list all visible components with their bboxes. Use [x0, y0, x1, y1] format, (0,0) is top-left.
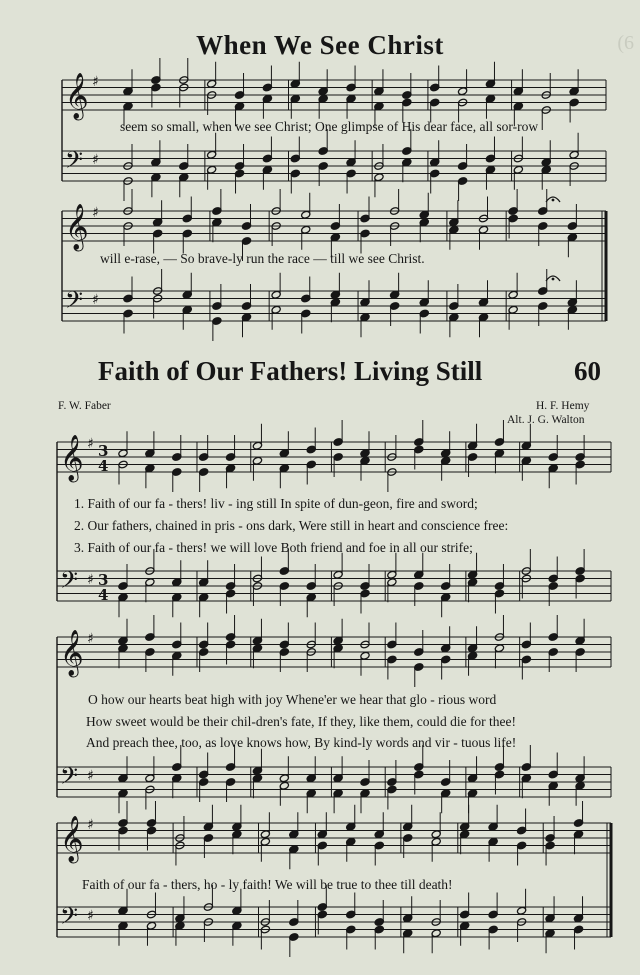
bass-clef-icon: 𝄢 — [60, 566, 79, 599]
key-signature-sharp-icon: ♯ — [87, 436, 94, 452]
lyric-verse-2: 2. Our fathers, chained in pris - ons dark, Were still in heart and conscience free: — [74, 518, 509, 533]
music-credit: H. F. Hemy — [536, 400, 590, 412]
bass-clef-icon: 𝄢 — [65, 286, 84, 319]
time-signature-bottom: 4 — [98, 457, 109, 475]
lyric-verse-3: And preach thee, too, as love knows how, By kind-ly words and vir - tuous life! — [86, 735, 517, 750]
key-signature-sharp-icon: ♯ — [92, 152, 99, 168]
lyric-verse-1: 1. Faith of our fa - thers! liv - ing still In spite of dun-geon, fire and sword; — [74, 496, 478, 511]
hymn-title-when-we-see-christ: When We See Christ — [196, 30, 444, 60]
bass-clef-icon: 𝄢 — [60, 762, 79, 795]
lyric-refrain: Faith of our fa - thers, ho - ly faith! We will be true to thee till death! — [82, 877, 453, 892]
key-signature-sharp-icon: ♯ — [87, 631, 94, 647]
fermata-dot — [552, 199, 555, 202]
time-signature-top: 3 — [98, 442, 109, 460]
treble-clef-icon: 𝄞 — [60, 435, 84, 481]
lyric-verse-3: 3. Faith of our fa - thers! we will love Both friend and foe in all our strife; — [74, 540, 473, 555]
time-signature-bottom: 4 — [98, 586, 109, 604]
treble-clef-icon: 𝄞 — [65, 73, 89, 119]
bleed-through-mark: (6 — [617, 32, 634, 54]
key-signature-sharp-icon: ♯ — [87, 572, 94, 588]
treble-clef-icon: 𝄞 — [60, 816, 84, 862]
lyric-verse-2: How sweet would be their chil-dren's fate, If they, like them, could die for thee! — [86, 714, 517, 729]
key-signature-sharp-icon: ♯ — [92, 74, 99, 90]
bass-clef-icon: 𝄢 — [60, 902, 79, 935]
alteration-credit: Alt. J. G. Walton — [507, 414, 585, 426]
hymn-title-faith-of-our-fathers: Faith of Our Fathers! Living Still — [98, 356, 483, 386]
hymn-number: 60 — [574, 356, 601, 386]
key-signature-sharp-icon: ♯ — [87, 817, 94, 833]
lyric-line: will e-rase, — So brave-ly run the race — till we see Christ. — [100, 251, 425, 266]
treble-clef-icon: 𝄞 — [60, 630, 84, 676]
words-credit: F. W. Faber — [58, 400, 111, 412]
lyric-line: seem so small, when we see Christ; One glimpse of His dear face, all sor-row — [120, 119, 539, 134]
key-signature-sharp-icon: ♯ — [87, 768, 94, 784]
key-signature-sharp-icon: ♯ — [92, 205, 99, 221]
bass-clef-icon: 𝄢 — [65, 146, 84, 179]
treble-clef-icon: 𝄞 — [65, 204, 89, 250]
key-signature-sharp-icon: ♯ — [92, 292, 99, 308]
time-signature-top: 3 — [98, 571, 109, 589]
lyric-verse-1: O how our hearts beat high with joy Whene'er we hear that glo - rious word — [88, 692, 497, 707]
fermata-dot — [552, 278, 555, 281]
key-signature-sharp-icon: ♯ — [87, 908, 94, 924]
